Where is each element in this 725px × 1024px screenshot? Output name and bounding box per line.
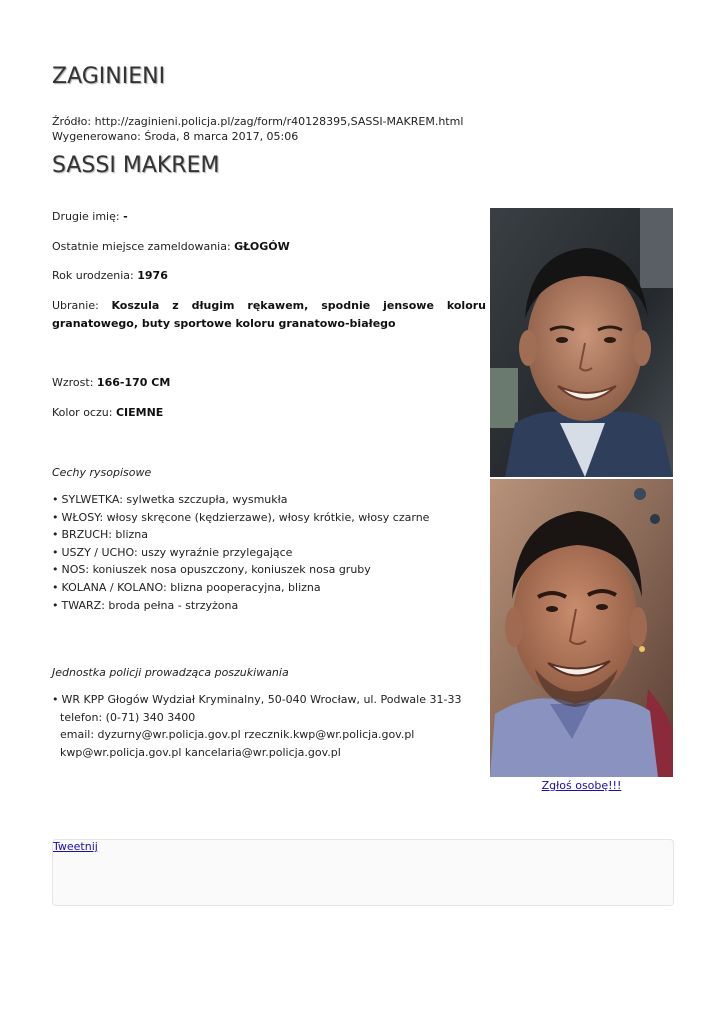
source-label: Źródło: bbox=[52, 115, 92, 128]
unit-email: email: dyzurny@wr.policja.gov.pl rzecznik.kwp@wr.policja.gov.pl bbox=[60, 728, 415, 742]
birth-year-label: Rok urodzenia: bbox=[52, 269, 134, 282]
trait-item: • BRZUCH: blizna bbox=[52, 526, 429, 544]
clothing-value: Koszula z długim rękawem, spodnie jensowe koloru granatowego, buty sportowe koloru granatowo-białego bbox=[52, 299, 487, 330]
birth-year-value: 1976 bbox=[137, 269, 168, 282]
last-residence-field bbox=[52, 240, 290, 253]
eye-color-value: CIEMNE bbox=[115, 406, 164, 419]
traits-list bbox=[52, 491, 429, 614]
eye-color-field bbox=[52, 406, 163, 419]
last-residence-label: Ostatnie miejsce zameldowania: bbox=[52, 240, 231, 253]
unit-email-more: kwp@wr.policja.gov.pl kancelaria@wr.policja.gov.pl bbox=[60, 746, 341, 760]
middle-name-value: - bbox=[123, 210, 128, 223]
unit-address: • WR KPP Głogów Wydział Kryminalny, 50-040 Wrocław, ul. Podwale 31-33 bbox=[52, 691, 461, 709]
trait-item: • WŁOSY: włosy skręcone (kędzierzawe), włosy krótkie, włosy czarne bbox=[52, 509, 429, 527]
trait-item: • NOS: koniuszek nosa opuszczony, koniuszek nosa gruby bbox=[52, 561, 429, 579]
height-value: 166-170 CM bbox=[96, 376, 171, 389]
trait-item: • KOLANA / KOLANO: blizna pooperacyjna, blizna bbox=[52, 579, 429, 597]
person-photo-2 bbox=[490, 479, 673, 777]
trait-item: • SYLWETKA: sylwetka szczupła, wysmukła bbox=[52, 491, 429, 509]
birth-year-field bbox=[52, 269, 168, 282]
height-field bbox=[52, 376, 170, 389]
document-meta bbox=[52, 114, 463, 144]
unit-title: Jednostka policji prowadząca poszukiwania bbox=[52, 666, 289, 679]
source-url: http://zaginieni.policja.pl/zag/form/r40128395,SASSI-MAKREM.html bbox=[94, 115, 464, 128]
person-name: SASSI MAKREM bbox=[52, 153, 220, 178]
report-person-link[interactable]: Zgłoś osobę!!! bbox=[541, 779, 622, 792]
site-title: ZAGINIENI bbox=[52, 64, 166, 89]
clothing-label: Ubranie: bbox=[52, 299, 99, 312]
clothing-field bbox=[52, 297, 486, 333]
tweet-link[interactable]: Tweetnij bbox=[53, 840, 98, 853]
last-residence-value: GŁOGÓW bbox=[234, 240, 290, 253]
trait-item: • USZY / UCHO: uszy wyraźnie przylegające bbox=[52, 544, 429, 562]
height-label: Wzrost: bbox=[52, 376, 94, 389]
source-line bbox=[52, 114, 463, 129]
police-unit-details bbox=[52, 691, 461, 762]
generated-value: Środa, 8 marca 2017, 05:06 bbox=[144, 130, 299, 143]
person-photo-1 bbox=[490, 208, 673, 477]
unit-phone: telefon: (0-71) 340 3400 bbox=[60, 710, 196, 724]
trait-item: • TWARZ: broda pełna - strzyżona bbox=[52, 597, 429, 615]
eye-color-label: Kolor oczu: bbox=[52, 406, 113, 419]
middle-name-label: Drugie imię: bbox=[52, 210, 120, 223]
traits-title: Cechy rysopisowe bbox=[52, 466, 152, 479]
generated-line bbox=[52, 129, 463, 144]
middle-name-field bbox=[52, 210, 128, 223]
generated-label: Wygenerowano: bbox=[52, 130, 141, 143]
tweet-widget bbox=[52, 839, 674, 906]
